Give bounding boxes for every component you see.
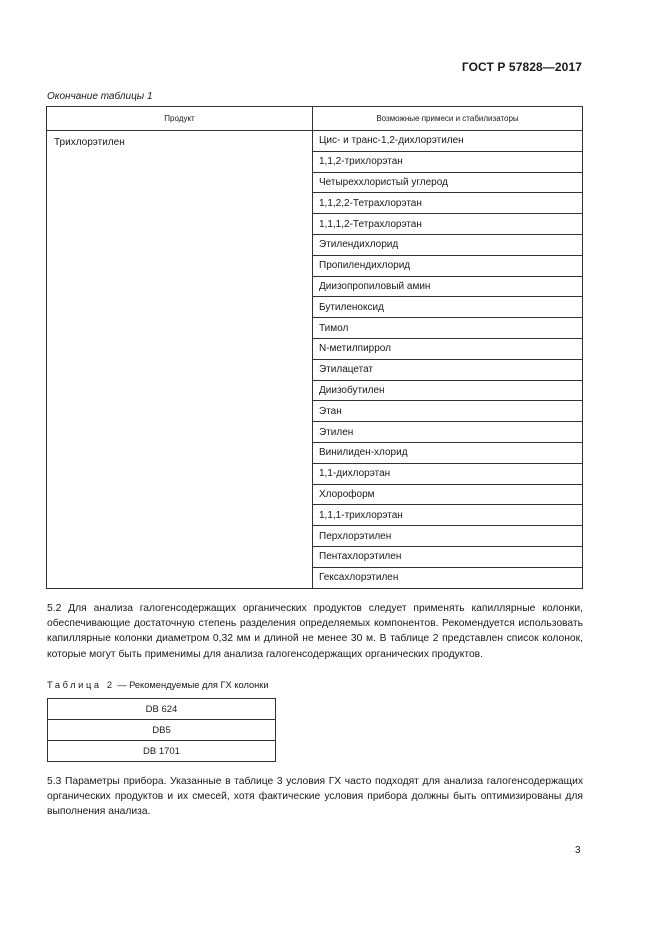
- table2-caption-label: Таблица 2: [47, 680, 115, 690]
- table-row: [48, 699, 276, 720]
- impurity-cell: Этилендихлорид: [313, 234, 583, 255]
- table1: [46, 106, 583, 589]
- impurity-cell: 1,1,2,2-Тетрахлорэтан: [313, 193, 583, 214]
- impurity-cell: Перхлорэтилен: [313, 526, 583, 547]
- column-cell: DB5: [48, 720, 276, 741]
- impurity-cell: Цис- и транс-1,2-дихлорэтилен: [313, 131, 583, 152]
- table2: [47, 698, 276, 762]
- impurity-cell: Винилиден-хлорид: [313, 442, 583, 463]
- table2-caption: [47, 680, 269, 690]
- column-cell: DB 1701: [48, 741, 276, 762]
- impurity-cell: 1,1,1,2-Тетрахлорэтан: [313, 214, 583, 235]
- paragraph-5-2: 5.2 Для анализа галогенсодержащих органических продуктов следует применять капиллярные колонки, обеспечивающие достаточную степень разделения определяемых компонентов. Рекомендуется использовать капиллярные колонки диаметром 0,32 мм и длиной не менее 30 м. В таблице 2 представлен список колонок, которые могут быть применимы для анализа галогенсодержащих органических продуктов.: [47, 603, 583, 660]
- column-header-product: Продукт: [47, 107, 313, 131]
- impurity-cell: Четыреххлористый углерод: [313, 172, 583, 193]
- table1-caption: Окончание таблицы 1: [47, 91, 153, 102]
- impurity-cell: Пропилендихлорид: [313, 255, 583, 276]
- table-row: [48, 741, 276, 762]
- impurity-cell: 1,1-дихлорэтан: [313, 463, 583, 484]
- page-number: 3: [575, 845, 581, 856]
- impurity-cell: Диизобутилен: [313, 380, 583, 401]
- impurity-cell: Тимол: [313, 318, 583, 339]
- impurity-cell: Бутиленоксид: [313, 297, 583, 318]
- column-header-impurities: Возможные примеси и стабилизаторы: [313, 107, 583, 131]
- impurity-cell: Этилен: [313, 422, 583, 443]
- table2-caption-text: — Рекомендуемые для ГХ колонки: [114, 680, 269, 690]
- table-row: [47, 131, 583, 152]
- impurity-cell: Гексахлорэтилен: [313, 567, 583, 588]
- impurity-cell: Хлороформ: [313, 484, 583, 505]
- standard-number: ГОСТ Р 57828—2017: [461, 60, 582, 74]
- impurity-cell: N-метилпиррол: [313, 338, 583, 359]
- table-row: [48, 720, 276, 741]
- impurity-cell: 1,1,2-трихлорэтан: [313, 151, 583, 172]
- impurity-cell: 1,1,1-трихлорэтан: [313, 505, 583, 526]
- product-cell: Трихлорэтилен: [47, 131, 313, 589]
- paragraph-5-3: 5.3 Параметры прибора. Указанные в таблице 3 условия ГХ часто подходят для анализа галогенсодержащих органических продуктов и их смесей, хотя фактические условия прибора должны быть оптимизированы для выполнения анализа.: [47, 776, 583, 818]
- impurity-cell: Диизопропиловый амин: [313, 276, 583, 297]
- impurity-cell: Этан: [313, 401, 583, 422]
- impurity-cell: Пентахлорэтилен: [313, 546, 583, 567]
- column-cell: DB 624: [48, 699, 276, 720]
- table1-header-row: [47, 107, 583, 131]
- impurity-cell: Этилацетат: [313, 359, 583, 380]
